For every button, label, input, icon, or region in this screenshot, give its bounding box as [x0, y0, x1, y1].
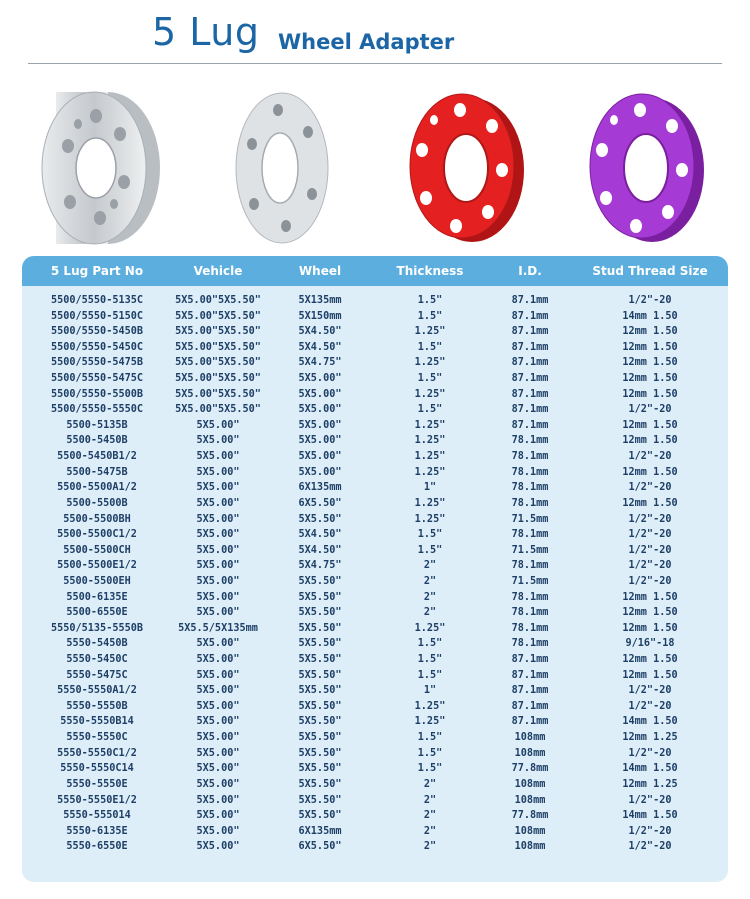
cell-wheel: 6X5.50" — [298, 497, 342, 509]
cell-id: 87.1mm — [511, 295, 549, 306]
cell-vehicle: 5X5.00" — [196, 529, 240, 541]
cell-part-no: 5550-5550C — [66, 732, 128, 744]
table-row — [22, 543, 728, 559]
cell-thickness: 2" — [423, 591, 437, 603]
cell-stud-thread: 12mm 1.50 — [622, 466, 678, 478]
cell-id: 78.1mm — [511, 622, 549, 634]
cell-part-no: 5500-5500BH — [63, 513, 131, 525]
cell-stud-thread: 12mm 1.50 — [622, 341, 678, 353]
cell-wheel: 5X5.00" — [298, 419, 342, 431]
cell-wheel: 5X4.50" — [298, 529, 342, 541]
cell-id: 71.5mm — [511, 544, 549, 556]
cell-thickness: 1.25" — [414, 326, 446, 338]
table-row — [22, 761, 728, 777]
table-row — [22, 777, 728, 793]
cell-id: 87.1mm — [511, 404, 549, 416]
cell-wheel: 5X5.50" — [298, 685, 342, 697]
cell-thickness: 1.25" — [414, 466, 446, 478]
cell-stud-thread: 14mm 1.50 — [622, 763, 678, 775]
cell-stud-thread: 1/2"-20 — [628, 560, 672, 572]
cell-id: 78.1mm — [511, 560, 549, 572]
cell-vehicle: 5X5.00" — [196, 575, 240, 587]
cell-part-no: 5500-5500EH — [63, 575, 131, 587]
table-row — [22, 309, 728, 325]
cell-stud-thread: 1/2"-20 — [628, 841, 672, 853]
cell-vehicle: 5X5.00" — [196, 638, 240, 650]
cell-part-no: 5550-5450B — [66, 638, 128, 650]
table-row — [22, 668, 728, 684]
cell-part-no: 5550/5135-5550B — [50, 622, 144, 634]
cell-stud-thread: 12mm 1.50 — [622, 622, 678, 634]
cell-thickness: 2" — [423, 825, 437, 837]
cell-part-no: 5550-5550C1/2 — [57, 747, 137, 759]
cell-id: 77.8mm — [511, 810, 549, 822]
cell-id: 78.1mm — [511, 497, 549, 509]
cell-thickness: 1.25" — [414, 513, 446, 525]
cell-vehicle: 5X5.00" — [196, 669, 240, 681]
cell-stud-thread: 1/2"-20 — [628, 575, 672, 587]
cell-wheel: 5X5.50" — [298, 607, 342, 619]
spec-table — [22, 256, 728, 882]
cell-vehicle: 5X5.5/5X135mm — [178, 622, 258, 634]
cell-part-no: 5500-5500CH — [63, 544, 131, 556]
cell-vehicle: 5X5.00" — [196, 794, 240, 806]
column-header-vehicle: Vehicle — [193, 264, 243, 278]
column-header-thickness: Thickness — [396, 264, 464, 278]
cell-vehicle: 5X5.00" — [196, 825, 240, 837]
table-row — [22, 449, 728, 465]
cell-wheel: 5X5.50" — [298, 810, 342, 822]
cell-wheel: 5X5.50" — [298, 591, 342, 603]
cell-vehicle: 5X5.00" — [196, 763, 240, 775]
cell-thickness: 2" — [423, 560, 437, 572]
cell-id: 78.1mm — [511, 435, 549, 447]
cell-vehicle: 5X5.00" — [196, 513, 240, 525]
cell-thickness: 1.5" — [417, 373, 443, 385]
table-row — [22, 512, 728, 528]
cell-wheel: 5X150mm — [298, 310, 342, 322]
cell-id: 87.1mm — [511, 310, 549, 322]
cell-part-no: 5500/5550-5135C — [50, 295, 144, 306]
cell-vehicle: 5X5.00" — [196, 685, 240, 697]
cell-id: 87.1mm — [511, 700, 549, 712]
cell-wheel: 5X4.50" — [298, 326, 342, 338]
cell-thickness: 1.25" — [414, 435, 446, 447]
cell-wheel: 5X4.75" — [298, 560, 342, 572]
cell-thickness: 1.5" — [417, 638, 443, 650]
cell-id: 108mm — [514, 732, 546, 744]
cell-thickness: 1.25" — [414, 388, 446, 400]
cell-stud-thread: 1/2"-20 — [628, 482, 672, 494]
cell-id: 78.1mm — [511, 591, 549, 603]
table-row — [22, 714, 728, 730]
cell-stud-thread: 12mm 1.50 — [622, 373, 678, 385]
cell-stud-thread: 12mm 1.50 — [622, 591, 678, 603]
cell-stud-thread: 1/2"-20 — [628, 404, 672, 416]
cell-part-no: 5550-5550C14 — [60, 763, 134, 775]
cell-thickness: 1.5" — [417, 295, 443, 306]
cell-id: 108mm — [514, 825, 546, 837]
table-row — [22, 387, 728, 403]
cell-thickness: 1.5" — [417, 544, 443, 556]
cell-wheel: 5X5.00" — [298, 451, 342, 463]
cell-wheel: 5X5.50" — [298, 654, 342, 666]
cell-wheel: 5X5.00" — [298, 435, 342, 447]
cell-part-no: 5500-5500B — [66, 497, 128, 509]
table-row — [22, 465, 728, 481]
table-row — [22, 558, 728, 574]
cell-stud-thread: 1/2"-20 — [628, 544, 672, 556]
column-header-wheel: Wheel — [298, 264, 342, 278]
cell-vehicle: 5X5.00" — [196, 482, 240, 494]
cell-id: 87.1mm — [511, 388, 549, 400]
cell-id: 78.1mm — [511, 638, 549, 650]
cell-wheel: 5X5.00" — [298, 373, 342, 385]
cell-stud-thread: 1/2"-20 — [628, 295, 672, 306]
cell-vehicle: 5X5.00" — [196, 716, 240, 728]
silver-adapter-front-image — [222, 86, 340, 251]
table-row — [22, 527, 728, 543]
table-row — [22, 636, 728, 652]
cell-part-no: 5500/5550-5550C — [50, 404, 144, 416]
cell-vehicle: 5X5.00" — [196, 435, 240, 447]
cell-stud-thread: 1/2"-20 — [628, 700, 672, 712]
table-header — [22, 256, 728, 286]
cell-wheel: 5X5.50" — [298, 700, 342, 712]
cell-wheel: 5X5.50" — [298, 513, 342, 525]
cell-stud-thread: 1/2"-20 — [628, 451, 672, 463]
table-row — [22, 793, 728, 809]
cell-part-no: 5550-6550E — [66, 841, 128, 853]
cell-stud-thread: 14mm 1.50 — [622, 310, 678, 322]
cell-vehicle: 5X5.00"5X5.50" — [175, 404, 261, 416]
red-adapter-image — [400, 86, 528, 251]
cell-id: 87.1mm — [511, 326, 549, 338]
cell-stud-thread: 1/2"-20 — [628, 529, 672, 541]
cell-wheel: 5X5.50" — [298, 763, 342, 775]
cell-id: 108mm — [514, 841, 546, 853]
column-header-id: I.D. — [518, 264, 542, 278]
cell-part-no: 5500-5450B — [66, 435, 128, 447]
cell-thickness: 2" — [423, 841, 437, 853]
cell-stud-thread: 1/2"-20 — [628, 794, 672, 806]
cell-stud-thread: 1/2"-20 — [628, 747, 672, 759]
cell-vehicle: 5X5.00"5X5.50" — [175, 341, 261, 353]
cell-id: 78.1mm — [511, 529, 549, 541]
cell-stud-thread: 12mm 1.25 — [622, 778, 678, 790]
cell-vehicle: 5X5.00" — [196, 451, 240, 463]
cell-part-no: 5550-5550B — [66, 700, 128, 712]
cell-stud-thread: 1/2"-20 — [628, 685, 672, 697]
cell-thickness: 1.25" — [414, 622, 446, 634]
cell-stud-thread: 1/2"-20 — [628, 513, 672, 525]
cell-wheel: 5X5.50" — [298, 778, 342, 790]
cell-part-no: 5500/5550-5150C — [50, 310, 144, 322]
cell-stud-thread: 14mm 1.50 — [622, 716, 678, 728]
cell-id: 77.8mm — [511, 763, 549, 775]
cell-thickness: 1.5" — [417, 669, 443, 681]
table-row — [22, 402, 728, 418]
cell-thickness: 2" — [423, 794, 437, 806]
cell-thickness: 1.5" — [417, 529, 443, 541]
cell-thickness: 1" — [423, 685, 437, 697]
table-row — [22, 808, 728, 824]
cell-id: 87.1mm — [511, 716, 549, 728]
cell-thickness: 1.25" — [414, 451, 446, 463]
cell-thickness: 1.25" — [414, 357, 446, 369]
cell-part-no: 5550-5450C — [66, 654, 128, 666]
cell-part-no: 5500-6135E — [66, 591, 128, 603]
cell-wheel: 6X135mm — [298, 825, 342, 837]
table-row — [22, 824, 728, 840]
cell-vehicle: 5X5.00"5X5.50" — [175, 310, 261, 322]
cell-part-no: 5500-5475B — [66, 466, 128, 478]
cell-id: 71.5mm — [511, 513, 549, 525]
cell-vehicle: 5X5.00"5X5.50" — [175, 373, 261, 385]
cell-wheel: 5X4.75" — [298, 357, 342, 369]
table-row — [22, 605, 728, 621]
cell-vehicle: 5X5.00" — [196, 747, 240, 759]
cell-thickness: 1.25" — [414, 716, 446, 728]
cell-thickness: 1.5" — [417, 310, 443, 322]
header — [0, 0, 750, 64]
cell-wheel: 5X5.50" — [298, 638, 342, 650]
table-row — [22, 324, 728, 340]
table-row — [22, 480, 728, 496]
cell-part-no: 5500/5550-5475B — [50, 357, 144, 369]
cell-id: 78.1mm — [511, 451, 549, 463]
cell-part-no: 5500-6550E — [66, 607, 128, 619]
cell-id: 78.1mm — [511, 466, 549, 478]
cell-part-no: 5550-555014 — [63, 810, 131, 822]
cell-stud-thread: 12mm 1.50 — [622, 435, 678, 447]
cell-thickness: 1.5" — [417, 404, 443, 416]
cell-wheel: 5X5.50" — [298, 669, 342, 681]
table-row — [22, 496, 728, 512]
cell-stud-thread: 12mm 1.50 — [622, 607, 678, 619]
table-row — [22, 371, 728, 387]
cell-vehicle: 5X5.00" — [196, 419, 240, 431]
cell-wheel: 5X5.50" — [298, 575, 342, 587]
cell-id: 78.1mm — [511, 607, 549, 619]
cell-id: 87.1mm — [511, 654, 549, 666]
table-body — [22, 293, 728, 855]
cell-vehicle: 5X5.00"5X5.50" — [175, 357, 261, 369]
table-row — [22, 730, 728, 746]
cell-id: 87.1mm — [511, 357, 549, 369]
cell-vehicle: 5X5.00"5X5.50" — [175, 388, 261, 400]
cell-vehicle: 5X5.00" — [196, 841, 240, 853]
cell-id: 87.1mm — [511, 373, 549, 385]
table-row — [22, 839, 728, 855]
cell-id: 108mm — [514, 778, 546, 790]
cell-stud-thread: 12mm 1.50 — [622, 357, 678, 369]
cell-part-no: 5500/5550-5450C — [50, 341, 144, 353]
cell-id: 78.1mm — [511, 482, 549, 494]
cell-id: 108mm — [514, 794, 546, 806]
cell-wheel: 6X135mm — [298, 482, 342, 494]
table-row — [22, 683, 728, 699]
cell-thickness: 1.5" — [417, 747, 443, 759]
cell-part-no: 5500/5550-5450B — [50, 326, 144, 338]
cell-wheel: 5X4.50" — [298, 544, 342, 556]
cell-id: 87.1mm — [511, 685, 549, 697]
cell-vehicle: 5X5.00" — [196, 607, 240, 619]
cell-vehicle: 5X5.00" — [196, 700, 240, 712]
cell-stud-thread: 12mm 1.50 — [622, 669, 678, 681]
table-row — [22, 355, 728, 371]
title-divider — [28, 63, 722, 64]
cell-stud-thread: 12mm 1.50 — [622, 497, 678, 509]
table-row — [22, 293, 728, 309]
cell-thickness: 1.5" — [417, 763, 443, 775]
cell-thickness: 2" — [423, 778, 437, 790]
table-row — [22, 699, 728, 715]
cell-vehicle: 5X5.00"5X5.50" — [175, 326, 261, 338]
cell-vehicle: 5X5.00" — [196, 497, 240, 509]
cell-vehicle: 5X5.00" — [196, 544, 240, 556]
cell-id: 87.1mm — [511, 341, 549, 353]
cell-wheel: 5X5.00" — [298, 404, 342, 416]
cell-wheel: 5X5.50" — [298, 716, 342, 728]
cell-vehicle: 5X5.00" — [196, 466, 240, 478]
cell-part-no: 5500/5550-5500B — [50, 388, 144, 400]
cell-thickness: 1.25" — [414, 700, 446, 712]
cell-part-no: 5500-5450B1/2 — [57, 451, 137, 463]
cell-part-no: 5550-5550B14 — [60, 716, 134, 728]
cell-vehicle: 5X5.00" — [196, 778, 240, 790]
table-row — [22, 746, 728, 762]
cell-wheel: 5X5.00" — [298, 466, 342, 478]
cell-stud-thread: 14mm 1.50 — [622, 810, 678, 822]
column-header-stud-thread: Stud Thread Size — [592, 264, 708, 278]
cell-part-no: 5500-5500C1/2 — [57, 529, 137, 541]
table-row — [22, 590, 728, 606]
cell-part-no: 5550-5475C — [66, 669, 128, 681]
purple-adapter-image — [580, 86, 708, 251]
cell-stud-thread: 12mm 1.50 — [622, 419, 678, 431]
cell-part-no: 5500-5500E1/2 — [57, 560, 137, 572]
cell-thickness: 1.5" — [417, 341, 443, 353]
cell-wheel: 5X5.00" — [298, 388, 342, 400]
cell-wheel: 5X5.50" — [298, 747, 342, 759]
cell-wheel: 5X135mm — [298, 295, 342, 306]
cell-wheel: 5X5.50" — [298, 732, 342, 744]
table-row — [22, 418, 728, 434]
cell-vehicle: 5X5.00" — [196, 654, 240, 666]
cell-part-no: 5550-6135E — [66, 825, 128, 837]
silver-adapter-angled-image — [38, 86, 166, 251]
table-row — [22, 652, 728, 668]
table-row — [22, 574, 728, 590]
cell-thickness: 2" — [423, 575, 437, 587]
cell-wheel: 5X5.50" — [298, 794, 342, 806]
cell-vehicle: 5X5.00"5X5.50" — [175, 295, 261, 306]
table-row — [22, 433, 728, 449]
cell-id: 71.5mm — [511, 575, 549, 587]
cell-stud-thread: 12mm 1.50 — [622, 388, 678, 400]
cell-part-no: 5500-5500A1/2 — [57, 482, 137, 494]
cell-thickness: 1" — [423, 482, 437, 494]
cell-vehicle: 5X5.00" — [196, 560, 240, 572]
cell-part-no: 5550-5550E — [66, 778, 128, 790]
cell-part-no: 5500/5550-5475C — [50, 373, 144, 385]
cell-stud-thread: 12mm 1.25 — [622, 732, 678, 744]
cell-wheel: 5X5.50" — [298, 622, 342, 634]
page-subtitle: Wheel Adapter — [278, 30, 455, 54]
cell-stud-thread: 12mm 1.50 — [622, 654, 678, 666]
cell-thickness: 1.5" — [417, 732, 443, 744]
cell-thickness: 1.25" — [414, 419, 446, 431]
cell-id: 108mm — [514, 747, 546, 759]
cell-vehicle: 5X5.00" — [196, 732, 240, 744]
table-row — [22, 340, 728, 356]
cell-part-no: 5500-5135B — [66, 419, 128, 431]
cell-part-no: 5550-5550E1/2 — [57, 794, 137, 806]
cell-vehicle: 5X5.00" — [196, 591, 240, 603]
cell-wheel: 5X4.50" — [298, 341, 342, 353]
page-title: 5 Lug — [152, 10, 260, 54]
cell-thickness: 2" — [423, 810, 437, 822]
cell-stud-thread: 12mm 1.50 — [622, 326, 678, 338]
table-row — [22, 621, 728, 637]
cell-thickness: 1.25" — [414, 497, 446, 509]
cell-id: 87.1mm — [511, 669, 549, 681]
cell-wheel: 6X5.50" — [298, 841, 342, 853]
cell-part-no: 5550-5550A1/2 — [57, 685, 137, 697]
cell-id: 87.1mm — [511, 419, 549, 431]
cell-stud-thread: 9/16"-18 — [625, 638, 675, 650]
cell-vehicle: 5X5.00" — [196, 810, 240, 822]
cell-thickness: 1.5" — [417, 654, 443, 666]
column-header-part-no: 5 Lug Part No — [50, 264, 144, 278]
cell-stud-thread: 1/2"-20 — [628, 825, 672, 837]
cell-thickness: 2" — [423, 607, 437, 619]
product-images — [0, 80, 750, 255]
